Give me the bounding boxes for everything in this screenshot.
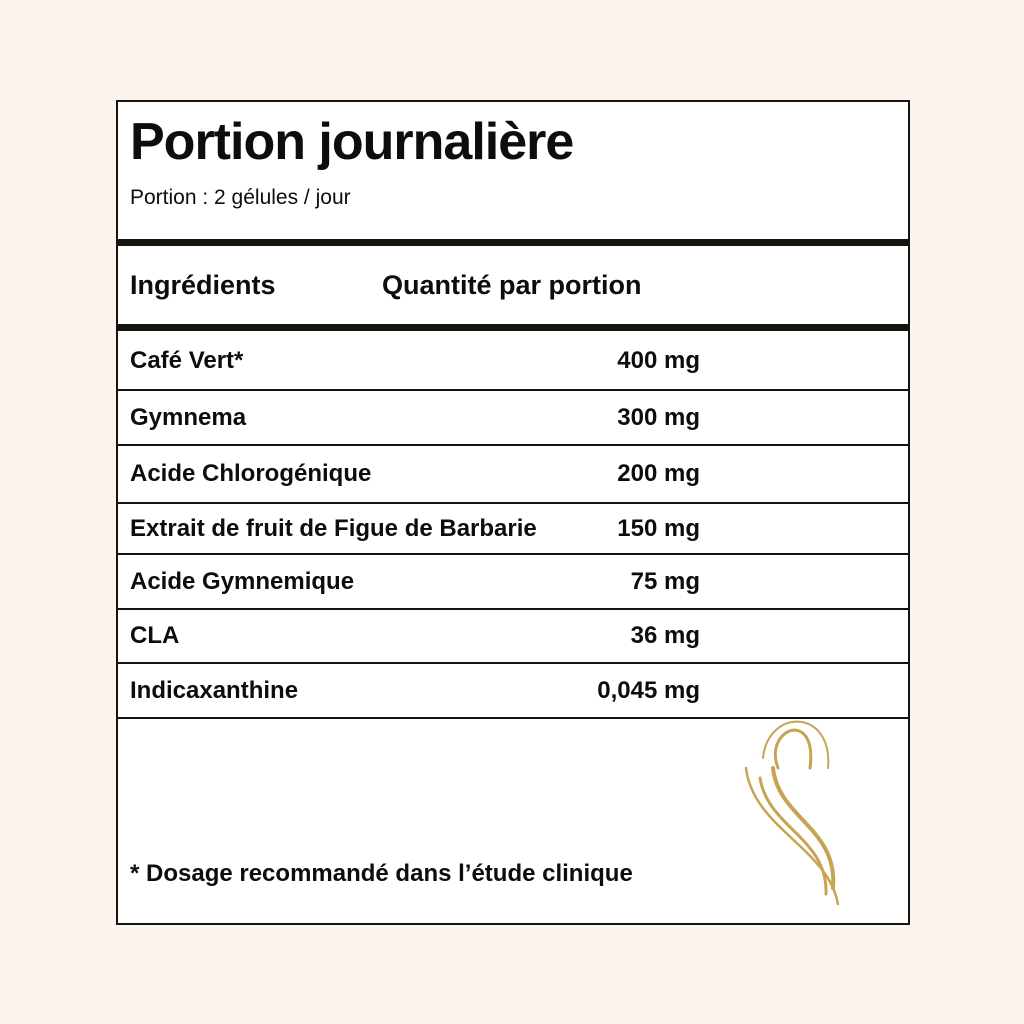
header-ingredients: Ingrédients [130,270,276,300]
ingredient-name: Gymnema [130,403,247,431]
row-divider [118,608,908,610]
ingredient-amount: 300 mg [617,403,700,431]
ingredient-name: Acide Gymnemique [130,567,355,595]
row-divider [118,662,908,664]
row-divider [118,502,908,504]
serving-size: Portion : 2 gélules / jour [130,186,351,209]
divider [118,324,908,331]
divider [118,239,908,246]
brand-swirl-logo [738,708,848,908]
page-title: Portion journalière [130,113,574,171]
ingredient-name: CLA [130,622,180,649]
ingredient-amount: 200 mg [617,460,700,487]
ingredient-amount: 150 mg [617,514,700,542]
ingredient-name: Café Vert* [130,346,244,374]
ingredient-amount: 0,045 mg [597,676,700,704]
ingredient-amount: 75 mg [630,567,700,595]
ingredient-amount: 400 mg [617,346,700,374]
nutrition-table [116,100,910,925]
footnote: * Dosage recommandé dans l’étude clinique [130,860,633,887]
ingredient-amount: 36 mg [630,622,700,649]
row-divider [118,553,908,555]
ingredient-name: Indicaxanthine [130,676,299,704]
header-quantity: Quantité par portion [382,270,642,300]
ingredient-name: Acide Chlorogénique [130,460,372,487]
ingredient-name: Extrait de fruit de Figue de Barbarie [130,514,537,542]
row-divider [118,444,908,446]
row-divider [118,389,908,391]
